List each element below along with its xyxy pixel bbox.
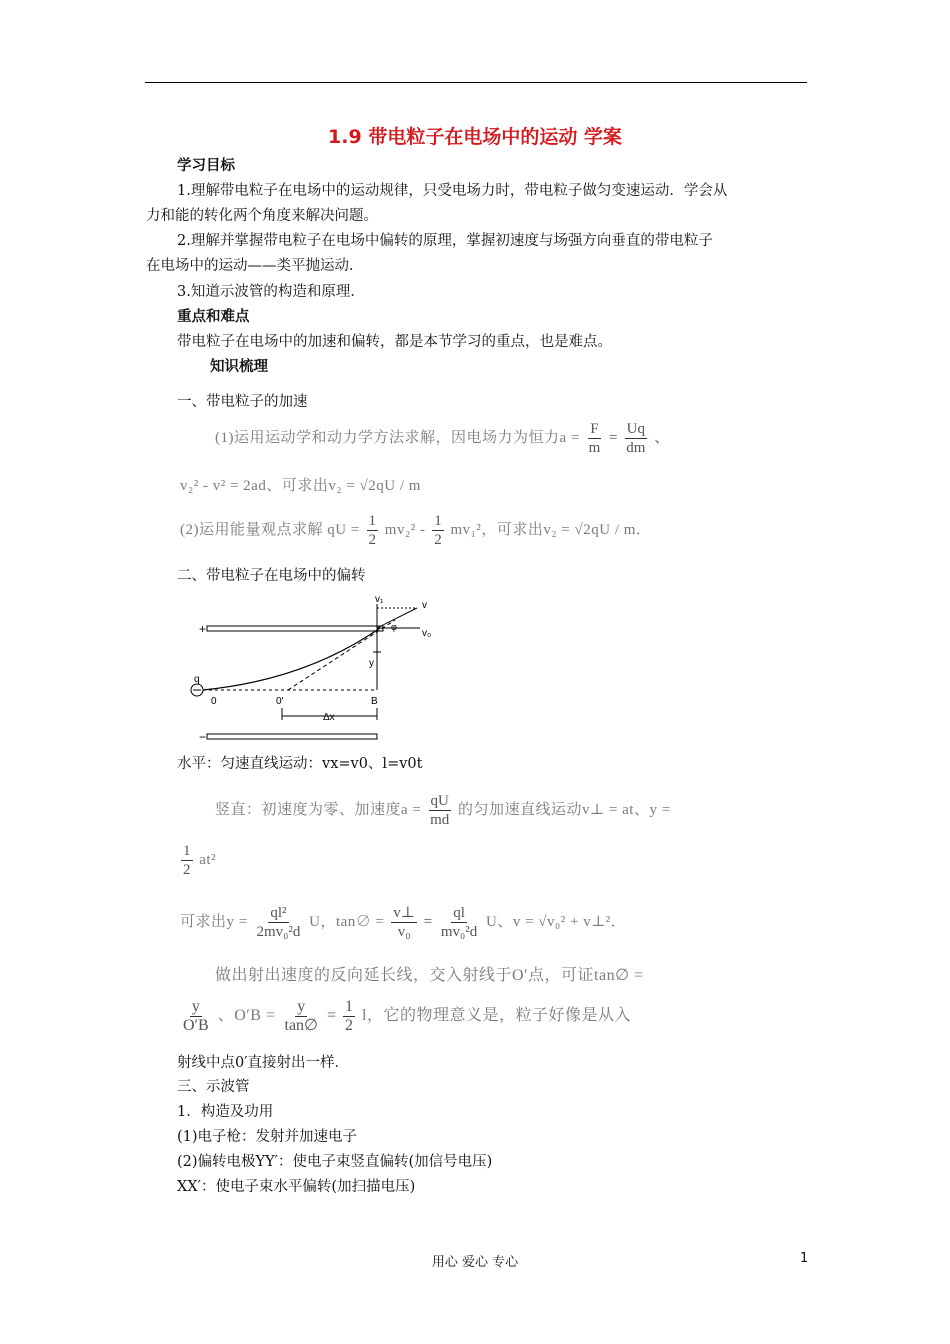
goal-2-line-2: 在电场中的运动——类平抛运动．: [146, 258, 364, 274]
trajectory: [203, 628, 380, 690]
goal-1-line-1: 1.理解带电粒子在电场中的运动规律，只受电场力时，带电粒子做匀变速运动．学会从: [177, 183, 728, 199]
v-vector: [377, 608, 417, 628]
goals-heading: 学习目标: [177, 157, 235, 174]
origin-label: 0: [211, 696, 217, 707]
phi-label: φ: [391, 622, 397, 632]
q-label: q: [194, 674, 200, 685]
b-label: B: [371, 696, 378, 707]
part-1-heading: 一、带电粒子的加速: [177, 394, 308, 410]
footer-center: 用心 爱心 专心: [431, 1255, 519, 1270]
keypoints-heading: 重点和难点: [177, 308, 250, 325]
formula-o-prime-b: $\frac{y}{O'B}$ 、O′B = $\frac{y}{\tan\emptyset}$ = $\frac{1}{2}$ l，它的物理意义是，粒子好像是从入: [183, 998, 631, 1034]
o-prime-label: 0′: [276, 696, 284, 707]
v1-label: v₁: [375, 594, 384, 605]
minus-label: −: [199, 730, 207, 744]
formula-acceleration: (1)运用运动学和动力学方法求解，因电场力为恒力a = $\frac{F}{m}$ = $\frac{Uq}{dm}$ 、: [215, 421, 670, 456]
plus-label: +: [199, 622, 207, 636]
knowledge-heading: 知识梳理: [210, 358, 268, 375]
part-2-heading: 二、带电粒子在电场中的偏转: [177, 568, 366, 584]
header-rule: [145, 82, 807, 83]
deflection-diagram: [185, 590, 445, 750]
part-3-heading: 三、示波管: [177, 1079, 250, 1095]
emit-line: 射线中点0′直接射出一样．: [177, 1055, 350, 1071]
yy-electrode: (2)偏转电极YY′：使电子束竖直偏转(加信号电压): [177, 1154, 493, 1170]
formula-y-tan: 可求出y = $\frac{\text{ql²}}{\text{2mv₀²d}}$ U，tan∅ = $\frac{v\perp}{\text{v₀}}$ = $\frac{ql}{\text{mv₀²d}}$ U、v = √v₀² + v⊥²．: [180, 905, 627, 940]
horizontal-motion: 水平：匀速直线运动：vx=v0、l=v0t: [177, 756, 423, 772]
keypoints-text: 带电粒子在电场中的加速和偏转，都是本节学习的重点，也是难点。: [177, 334, 612, 350]
v0-label: v₀: [422, 628, 432, 639]
formula-extension-text: 做出射出速度的反向延长线，交入射线于O′点，可证tan∅ =: [215, 967, 644, 984]
electron-gun: (1)电子枪：发射并加速电子: [177, 1129, 358, 1145]
page-number: 1: [800, 1251, 809, 1266]
v-label: v: [422, 600, 427, 611]
formula-energy: (2)运用能量观点求解 qU = $\frac{1}{2}$ mv₂² - $\frac{1}{2}$ mv₁²，可求出v₂ = √2qU / m．: [180, 513, 652, 548]
dx-label: Δx: [323, 712, 335, 723]
negative-plate: [207, 734, 377, 739]
goal-3: 3.知道示波管的构造和原理．: [177, 284, 365, 300]
y-label: y: [369, 658, 374, 669]
formula-vertical: 竖直：初速度为零、加速度a = $\frac{qU}{md}$ 的匀加速直线运动v⊥ = at、y =: [215, 793, 671, 828]
goal-1-line-2: 力和能的转化两个角度来解决问题。: [146, 208, 378, 224]
xx-electrode: XX′：使电子束水平偏转(加扫描电压): [177, 1179, 416, 1195]
page-title: 1.9 带电粒子在电场中的运动 学案: [328, 126, 622, 148]
goal-2-line-1: 2.理解并掌握带电粒子在电场中偏转的原理，掌握初速度与场强方向垂直的带电粒子: [177, 233, 713, 249]
structure-heading: 1．构造及功用: [177, 1104, 274, 1120]
positive-plate: [207, 626, 383, 631]
formula-velocity-kinematic: v₂² - v² = 2ad、可求出v₂ = √2qU / m: [180, 478, 421, 494]
formula-displacement: $\frac{1}{2}$ at²: [183, 843, 217, 878]
